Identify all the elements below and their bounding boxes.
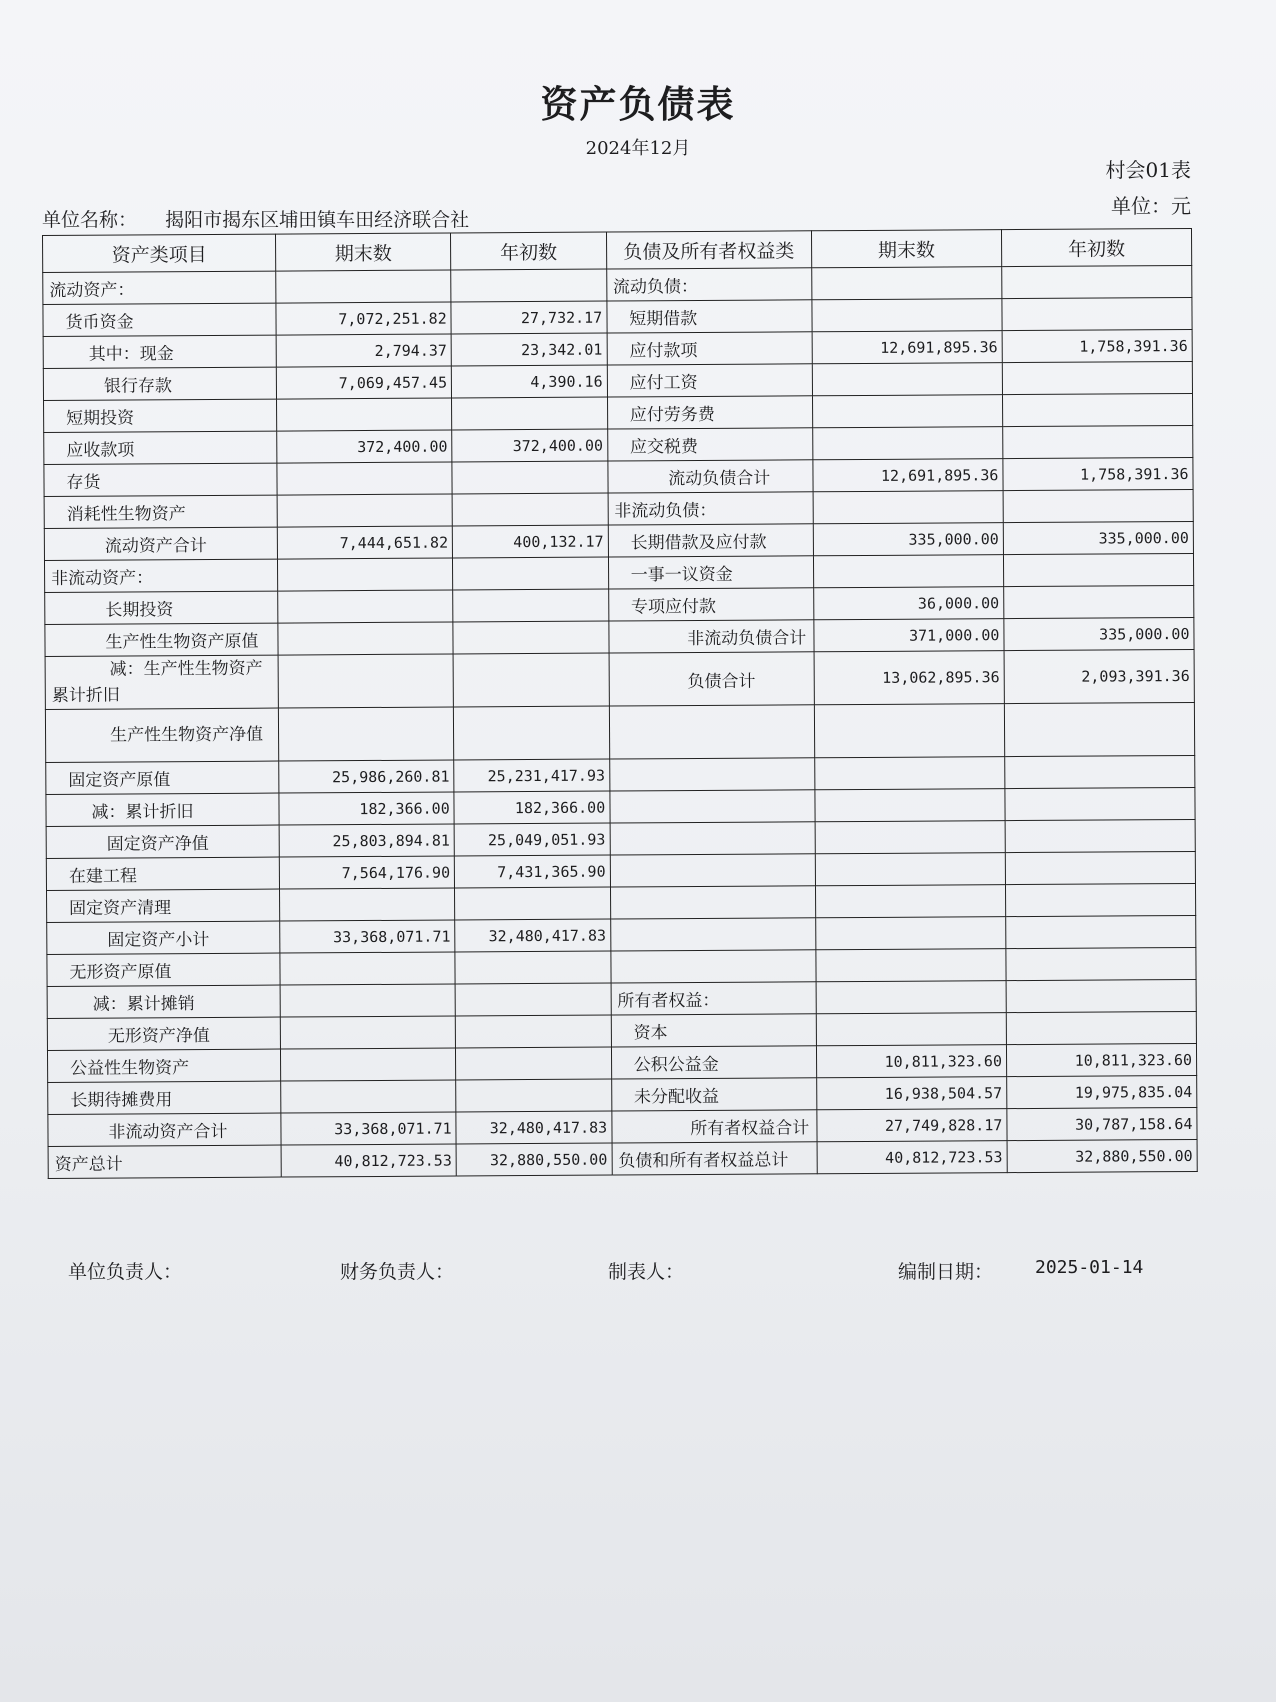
- asset-item-cell: 长期投资: [45, 591, 278, 624]
- liability-begin-cell: 335,000.00: [1004, 617, 1194, 650]
- liability-begin-cell: 1,758,391.36: [1003, 457, 1193, 490]
- asset-begin-cell: 4,390.16: [451, 365, 607, 398]
- asset-item-cell: 减：生产性生物资产累计折旧: [45, 655, 279, 709]
- liability-item-cell: 所有者权益：: [611, 982, 816, 1015]
- liability-end-cell: [815, 757, 1005, 790]
- table-row: [45, 649, 1194, 709]
- liability-end-cell: [816, 981, 1006, 1014]
- asset-end-cell: [278, 654, 453, 708]
- asset-begin-cell: [455, 951, 611, 984]
- liability-item-cell: [609, 705, 814, 759]
- organization-name: 揭阳市揭东区埔田镇车田经济联合社: [165, 209, 470, 231]
- liability-item-cell: [610, 918, 815, 951]
- asset-item-cell: 长期待摊费用: [48, 1081, 281, 1114]
- asset-end-cell: [277, 462, 452, 495]
- asset-item-cell: 银行存款: [43, 367, 276, 400]
- liability-end-cell: [815, 885, 1005, 918]
- asset-end-cell: 25,803,894.81: [279, 824, 454, 857]
- asset-item-cell: 无形资产净值: [47, 1017, 280, 1050]
- liability-end-cell: [813, 491, 1003, 524]
- date-value: 2025-01-14: [1035, 1257, 1144, 1278]
- liability-item-cell: 一事一议资金: [608, 556, 813, 589]
- liability-end-cell: 36,000.00: [814, 587, 1004, 620]
- header-asset-end: 期末数: [276, 233, 451, 271]
- liability-begin-cell: 32,880,550.00: [1007, 1139, 1197, 1172]
- asset-item-cell: 流动资产：: [43, 271, 276, 304]
- asset-begin-cell: [453, 621, 609, 654]
- asset-end-cell: 33,368,071.71: [280, 920, 455, 953]
- asset-end-cell: 33,368,071.71: [281, 1112, 456, 1145]
- liability-item-cell: [611, 950, 816, 983]
- liability-begin-cell: [1005, 883, 1195, 916]
- liability-begin-cell: [1005, 787, 1195, 820]
- liability-item-cell: [610, 790, 815, 823]
- liability-end-cell: 12,691,895.36: [813, 459, 1003, 492]
- asset-item-cell: 固定资产清理: [47, 889, 280, 922]
- asset-end-cell: 7,444,651.82: [278, 526, 453, 559]
- liability-begin-cell: 30,787,158.64: [1007, 1107, 1197, 1140]
- document-title: 资产负债表: [540, 83, 736, 126]
- liability-begin-cell: [1002, 265, 1192, 298]
- asset-item-cell: 非流动资产合计: [48, 1113, 281, 1146]
- liability-end-cell: 371,000.00: [814, 619, 1004, 652]
- liability-begin-cell: [1002, 393, 1192, 426]
- asset-end-cell: 25,986,260.81: [279, 760, 454, 793]
- asset-item-cell: 资产总计: [48, 1145, 281, 1178]
- liability-end-cell: 10,811,323.60: [816, 1045, 1006, 1078]
- asset-item-cell: 非流动资产：: [44, 559, 277, 592]
- liability-item-cell: 应付劳务费: [607, 396, 812, 429]
- asset-begin-cell: [453, 653, 609, 707]
- liability-begin-cell: 10,811,323.60: [1006, 1043, 1196, 1076]
- report-period: 2024年12月: [585, 138, 691, 159]
- liability-item-cell: 非流动负债合计: [609, 620, 814, 653]
- liability-end-cell: [816, 949, 1006, 982]
- preparer-label: 制表人：: [608, 1261, 685, 1283]
- asset-begin-cell: 32,480,417.83: [455, 919, 611, 952]
- organization-line: [42, 205, 469, 232]
- asset-begin-cell: [451, 269, 607, 302]
- liability-item-cell: [609, 758, 814, 791]
- liability-end-cell: [815, 789, 1005, 822]
- asset-item-cell: 固定资产净值: [46, 825, 279, 858]
- asset-item-cell: 固定资产原值: [46, 761, 279, 794]
- liability-item-cell: 流动负债合计: [608, 460, 813, 493]
- asset-item-cell: 消耗性生物资产: [44, 495, 277, 528]
- liability-item-cell: 负债合计: [609, 652, 814, 706]
- form-number: 村会01表: [1105, 158, 1191, 182]
- liability-end-cell: [816, 1013, 1006, 1046]
- liability-end-cell: 16,938,504.57: [817, 1077, 1007, 1110]
- asset-end-cell: 40,812,723.53: [281, 1144, 456, 1177]
- asset-item-cell: 减：累计摊销: [47, 985, 280, 1018]
- liability-item-cell: 应交税费: [607, 428, 812, 461]
- asset-end-cell: [276, 270, 451, 303]
- liability-end-cell: [813, 555, 1003, 588]
- liability-begin-cell: 335,000.00: [1003, 521, 1193, 554]
- unit-head-label: 单位负责人：: [68, 1261, 183, 1283]
- asset-begin-cell: [452, 493, 608, 526]
- asset-begin-cell: [456, 1047, 612, 1080]
- asset-item-cell: 无形资产原值: [47, 953, 280, 986]
- liability-begin-cell: [1004, 585, 1194, 618]
- asset-item-cell: 生产性生物资产原值: [45, 623, 278, 656]
- asset-item-cell: 在建工程: [46, 857, 279, 890]
- liability-end-cell: [812, 299, 1002, 332]
- liability-begin-cell: [1004, 702, 1194, 756]
- asset-begin-cell: [453, 557, 609, 590]
- liability-end-cell: 335,000.00: [813, 523, 1003, 556]
- asset-end-cell: [281, 1016, 456, 1049]
- liability-begin-cell: [1006, 947, 1196, 980]
- asset-item-cell: 货币资金: [43, 303, 276, 336]
- liability-begin-cell: 1,758,391.36: [1002, 329, 1192, 362]
- asset-begin-cell: 182,366.00: [454, 791, 610, 824]
- liability-item-cell: 应付工资: [607, 364, 812, 397]
- liability-begin-cell: [1006, 979, 1196, 1012]
- asset-end-cell: [278, 622, 453, 655]
- liability-item-cell: [610, 854, 815, 887]
- asset-end-cell: 7,564,176.90: [280, 856, 455, 889]
- liability-end-cell: [812, 363, 1002, 396]
- asset-end-cell: 2,794.37: [276, 334, 451, 367]
- asset-begin-cell: [452, 397, 608, 430]
- asset-end-cell: 7,072,251.82: [276, 302, 451, 335]
- liability-end-cell: [812, 267, 1002, 300]
- date-label: 编制日期：: [898, 1261, 994, 1283]
- asset-end-cell: [280, 952, 455, 985]
- asset-begin-cell: 32,480,417.83: [456, 1111, 612, 1144]
- liability-begin-cell: [1002, 297, 1192, 330]
- liability-end-cell: [814, 704, 1004, 758]
- liability-begin-cell: [1005, 819, 1195, 852]
- asset-item-cell: 生产性生物资产净值: [45, 708, 279, 762]
- asset-end-cell: [277, 398, 452, 431]
- header-liability-begin: 年初数: [1001, 228, 1191, 266]
- liability-item-cell: 短期借款: [607, 300, 812, 333]
- liability-begin-cell: [1005, 755, 1195, 788]
- asset-end-cell: [281, 1080, 456, 1113]
- liability-item-cell: 负债和所有者权益总计: [612, 1142, 817, 1175]
- asset-end-cell: 372,400.00: [277, 430, 452, 463]
- liability-item-cell: 流动负债：: [606, 268, 811, 301]
- liability-end-cell: 27,749,828.17: [817, 1109, 1007, 1142]
- asset-begin-cell: [453, 589, 609, 622]
- asset-begin-cell: 7,431,365.90: [454, 855, 610, 888]
- header-liability-item: 负债及所有者权益类: [606, 231, 811, 269]
- asset-begin-cell: 25,231,417.93: [454, 759, 610, 792]
- liability-begin-cell: 2,093,391.36: [1004, 649, 1194, 703]
- asset-begin-cell: 25,049,051.93: [454, 823, 610, 856]
- asset-end-cell: [280, 888, 455, 921]
- asset-item-cell: 固定资产小计: [47, 921, 280, 954]
- currency-unit: 单位：元: [1111, 194, 1191, 218]
- asset-begin-cell: 27,732.17: [451, 301, 607, 334]
- asset-begin-cell: [454, 706, 610, 760]
- liability-item-cell: 专项应付款: [608, 588, 813, 621]
- liability-end-cell: 13,062,895.36: [814, 651, 1004, 705]
- asset-item-cell: 应收款项: [44, 431, 277, 464]
- asset-begin-cell: 372,400.00: [452, 429, 608, 462]
- table-row: [48, 1139, 1197, 1178]
- liability-item-cell: 公积公益金: [611, 1046, 816, 1079]
- asset-begin-cell: [456, 1079, 612, 1112]
- liability-begin-cell: [1005, 851, 1195, 884]
- asset-end-cell: 182,366.00: [279, 792, 454, 825]
- asset-item-cell: 流动资产合计: [44, 527, 277, 560]
- liability-item-cell: 所有者权益合计: [612, 1110, 817, 1143]
- liability-begin-cell: [1006, 1011, 1196, 1044]
- liability-end-cell: [815, 821, 1005, 854]
- header-liability-end: 期末数: [811, 230, 1001, 268]
- organization-label: 单位名称：: [42, 209, 138, 231]
- liability-item-cell: 长期借款及应付款: [608, 524, 813, 557]
- asset-end-cell: [279, 707, 454, 761]
- liability-item-cell: 非流动负债：: [608, 492, 813, 525]
- asset-item-cell: 短期投资: [44, 399, 277, 432]
- liability-begin-cell: [1003, 425, 1193, 458]
- header-asset-item: 资产类项目: [43, 234, 276, 272]
- asset-end-cell: [281, 1048, 456, 1081]
- liability-begin-cell: [1002, 361, 1192, 394]
- balance-sheet-table: [42, 228, 1198, 1179]
- liability-item-cell: 应付款项: [607, 332, 812, 365]
- liability-begin-cell: [1003, 553, 1193, 586]
- liability-item-cell: 资本: [611, 1014, 816, 1047]
- liability-end-cell: 12,691,895.36: [812, 331, 1002, 364]
- liability-end-cell: [812, 395, 1002, 428]
- header-asset-begin: 年初数: [451, 232, 607, 270]
- asset-item-cell: 存货: [44, 463, 277, 496]
- liability-item-cell: 未分配收益: [611, 1078, 816, 1111]
- asset-end-cell: [277, 494, 452, 527]
- liability-end-cell: [816, 917, 1006, 950]
- asset-item-cell: 减：累计折旧: [46, 793, 279, 826]
- liability-item-cell: [610, 822, 815, 855]
- liability-begin-cell: [1003, 489, 1193, 522]
- asset-end-cell: [278, 558, 453, 591]
- table-row: [45, 702, 1194, 762]
- asset-begin-cell: [455, 887, 611, 920]
- asset-end-cell: [278, 590, 453, 623]
- asset-begin-cell: [455, 1015, 611, 1048]
- asset-begin-cell: [452, 461, 608, 494]
- liability-begin-cell: 19,975,835.04: [1007, 1075, 1197, 1108]
- asset-end-cell: [280, 984, 455, 1017]
- finance-head-label: 财务负责人：: [340, 1261, 455, 1283]
- liability-end-cell: [813, 427, 1003, 460]
- liability-begin-cell: [1006, 915, 1196, 948]
- asset-begin-cell: 32,880,550.00: [456, 1143, 612, 1176]
- asset-item-cell: 其中：现金: [43, 335, 276, 368]
- liability-end-cell: 40,812,723.53: [817, 1141, 1007, 1174]
- liability-end-cell: [815, 853, 1005, 886]
- liability-item-cell: [610, 886, 815, 919]
- asset-begin-cell: [455, 983, 611, 1016]
- asset-begin-cell: 23,342.01: [451, 333, 607, 366]
- asset-end-cell: 7,069,457.45: [277, 366, 452, 399]
- asset-item-cell: 公益性生物资产: [47, 1049, 280, 1082]
- asset-begin-cell: 400,132.17: [452, 525, 608, 558]
